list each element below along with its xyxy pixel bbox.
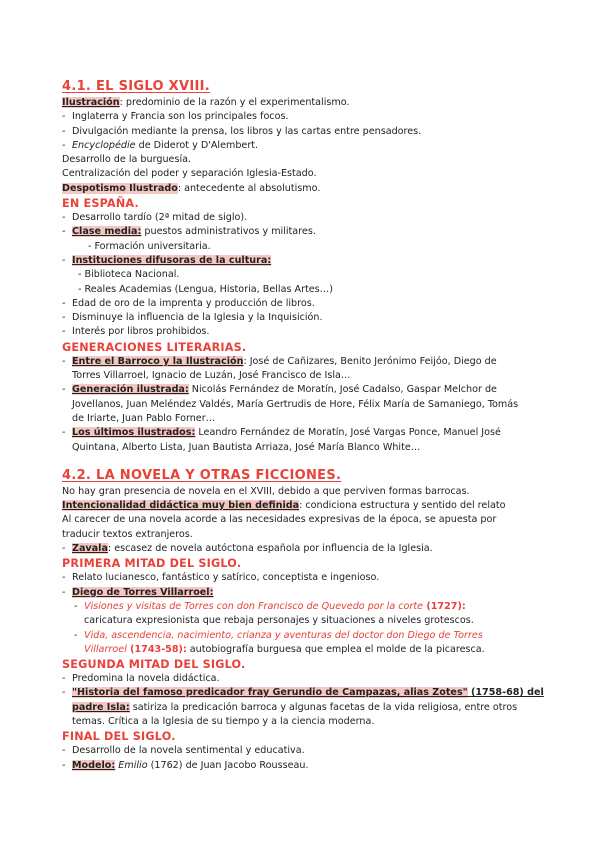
list-item: - Interés por libros prohibidos. [62,326,210,338]
list-item: - "Historia del famoso predicador fray Gerundio de Campazas, alias Zotes" (1758-68) del padre Isla: satiriza la predicación barroca y algunas facetas de la vida religiosa, entre otros temas. Crítica a la Iglesia de su tiempo y a la ciencia moderna. [62,687,544,727]
list-item: - Relato lucianesco, fantástico y satírico, conceptista e ingenioso. [62,572,380,584]
list-item: - Generación ilustrada: Nicolás Fernández de Moratín, José Cadalso, Gaspar Melchor de Jovellanos, Juan Meléndez Valdés, María Gertrudis de Hore, Félix María de Samaniego, Tomás de Iriarte, Juan Pablo Forner… [62,384,519,424]
paragraph: traducir textos extranjeros. [62,528,193,540]
list-item: - Instituciones difusoras de la cultura: [62,254,272,266]
sub-list-item: - Vida, ascendencia, nacimiento, crianza y aventuras del doctor don Diego de Torres Villarroel (1743-58): autobiografía burguesa que emplea el molde de la picaresca. [74,629,485,655]
list-item: - Inglaterra y Francia son los principales focos. [62,111,289,123]
sub-list-item: - Visiones y visitas de Torres con don Francisco de Quevedo por la corte (1727): caricatura expresionista que rebaja personajes y situaciones a niveles grotescos. [74,600,474,627]
list-item: - Disminuye la influencia de la Iglesia y la Inquisición. [62,312,323,324]
list-item: - Predomina la novela didáctica. [62,673,220,685]
despotismo-line: Despotismo Ilustrado: antecedente al absolutismo. [62,182,321,194]
paragraph: No hay gran presencia de novela en el XVIII, debido a que perviven formas barrocas. [62,485,470,497]
list-item: - Clase media: puestos administrativos y militares. [62,226,316,238]
paragraph: Desarrollo de la burguesía. [62,154,192,166]
list-item: - Diego de Torres Villarroel: [62,586,214,598]
subtitle-segunda-mitad: SEGUNDA MITAD DEL SIGLO. [62,658,246,672]
subtitle-generaciones: GENERACIONES LITERARIAS. [62,340,247,354]
document-page [62,78,544,773]
list-item: - Modelo: Emilio (1762) de Juan Jacobo Rousseau. [62,759,309,771]
subtitle-en-espana: EN ESPAÑA. [62,197,139,211]
subtitle-final-siglo: FINAL DEL SIGLO. [62,730,176,744]
list-item: - Entre el Barroco y la Ilustración: José de Cañizares, Benito Jerónimo Feijóo, Diego de Torres Villarroel, Ignacio de Luzán, José Francisco de Isla… [62,355,497,382]
ilustracion-label: Ilustración [62,97,120,108]
list-item: - Los últimos ilustrados: Leandro Fernández de Moratín, José Vargas Ponce, Manuel José Quintana, Alberto Lista, Juan Bautista Arriaza, José María Blanco White… [62,427,501,453]
sub-list-item: - Reales Academias (Lengua, Historia, Bellas Artes…) [78,283,334,295]
paragraph: Centralización del poder y separación Iglesia-Estado. [62,168,317,180]
list-item: - Divulgación mediante la prensa, los libros y las cartas entre pensadores. [62,125,422,137]
list-item: - Desarrollo de la novela sentimental y educativa. [62,745,305,757]
intencionalidad-line: Intencionalidad didáctica muy bien definida: condiciona estructura y sentido del relato [62,500,506,512]
sub-list-item: - Formación universitaria. [88,240,211,252]
section-title-4-1: 4.1. EL SIGLO XVIII. [62,79,210,94]
sub-list-item: - Biblioteca Nacional. [78,269,180,281]
despotismo-label: Despotismo Ilustrado [62,182,178,194]
list-item: - Zavala: escasez de novela autóctona española por influencia de la Iglesia. [62,543,433,555]
subtitle-primera-mitad: PRIMERA MITAD DEL SIGLO. [62,557,242,571]
list-item: - Desarrollo tardío (2ª mitad de siglo). [62,212,248,224]
list-item: - Edad de oro de la imprenta y producción de libros. [62,297,315,309]
list-item: - Encyclopédie de Diderot y D'Alembert. [62,139,259,151]
section-title-4-2: 4.2. LA NOVELA Y OTRAS FICCIONES. [62,467,342,483]
ilustracion-line: Ilustración: predominio de la razón y el experimentalismo. [62,97,350,108]
paragraph: Al carecer de una novela acorde a las necesidades expresivas de la época, se apuesta por [62,514,497,526]
